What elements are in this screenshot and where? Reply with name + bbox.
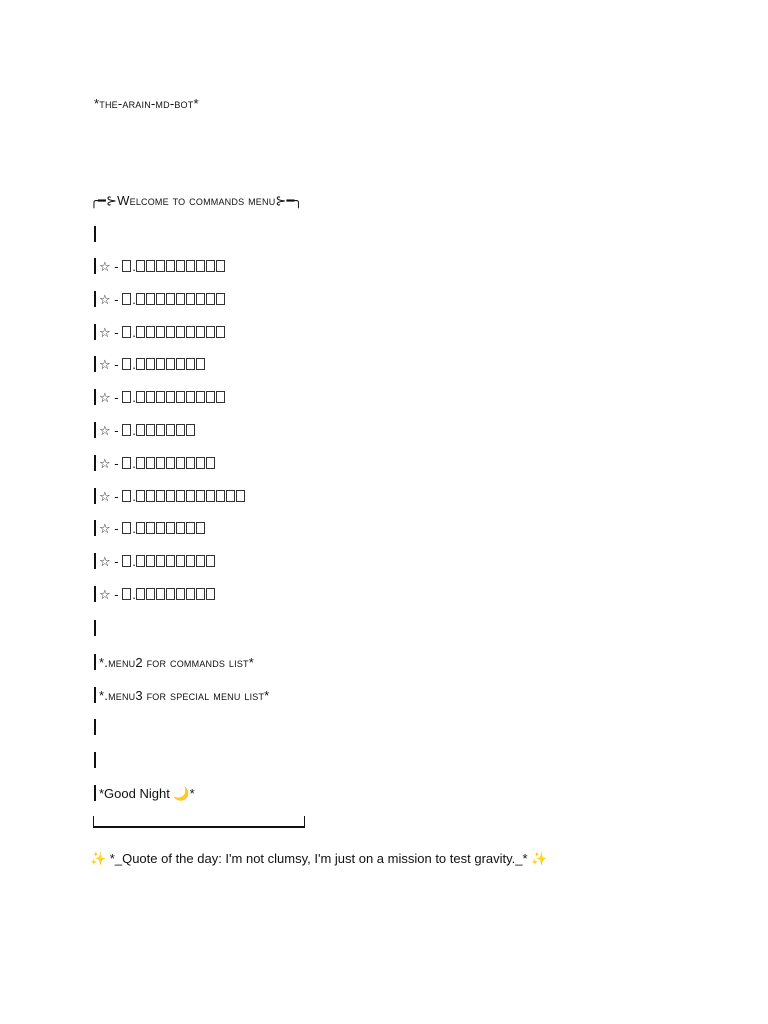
- menu-item: ☆ - .: [90, 291, 226, 308]
- missing-glyph-icon: [206, 293, 215, 305]
- missing-glyph-icon: [136, 490, 145, 502]
- missing-glyph-icon: [122, 293, 131, 305]
- missing-glyph-icon: [166, 391, 175, 403]
- menu-item-prefix: ☆ -: [99, 488, 123, 504]
- missing-glyph-icon: [122, 424, 131, 436]
- menu-item: ☆ - .: [90, 520, 206, 537]
- missing-glyph-icon: [176, 391, 185, 403]
- missing-glyph-icon: [206, 457, 215, 469]
- missing-glyph-icon: [136, 522, 145, 534]
- missing-glyph-icon: [156, 490, 165, 502]
- menu-border-bar: [94, 455, 96, 471]
- missing-glyph-icon: [186, 391, 195, 403]
- missing-glyph-icon: [166, 358, 175, 370]
- menu-item-prefix: ☆ -: [99, 291, 123, 307]
- greeting: [90, 785, 195, 802]
- menu-border-line: [90, 719, 99, 736]
- missing-glyph-icon: [196, 391, 205, 403]
- missing-glyph-icon: [186, 260, 195, 272]
- missing-glyph-icon: [176, 424, 185, 436]
- missing-glyph-icon: [156, 424, 165, 436]
- missing-glyph-icon: [186, 588, 195, 600]
- missing-glyph-icon: [196, 588, 205, 600]
- menu-border-bar: [94, 258, 96, 274]
- missing-glyph-icon: [166, 555, 175, 567]
- missing-glyph-icon: [122, 457, 131, 469]
- menu-item-label: [136, 456, 216, 472]
- missing-glyph-icon: [176, 588, 185, 600]
- menu-border-bar: [94, 520, 96, 536]
- missing-glyph-icon: [166, 424, 175, 436]
- missing-glyph-icon: [196, 555, 205, 567]
- missing-glyph-icon: [196, 358, 205, 370]
- menu-item-label: [136, 292, 226, 308]
- missing-glyph-icon: [166, 260, 175, 272]
- missing-glyph-icon: [216, 260, 225, 272]
- missing-glyph-icon: [216, 326, 225, 338]
- missing-glyph-icon: [216, 490, 225, 502]
- missing-glyph-icon: [186, 522, 195, 534]
- menu-item-prefix: ☆ -: [99, 455, 123, 471]
- missing-glyph-icon: [186, 424, 195, 436]
- missing-glyph-icon: [186, 358, 195, 370]
- menu-border-bar: [94, 553, 96, 569]
- missing-glyph-icon: [146, 358, 155, 370]
- missing-glyph-icon: [176, 358, 185, 370]
- missing-glyph-icon: [136, 555, 145, 567]
- missing-glyph-icon: [156, 260, 165, 272]
- missing-glyph-icon: [176, 457, 185, 469]
- menu-item: ☆ - .: [90, 422, 196, 439]
- menu-item: ☆ - .: [90, 455, 216, 472]
- quote-of-the-day: ✨ *_Quote of the day: I'm not clumsy, I'm just on a mission to test gravity._* ✨: [90, 851, 548, 866]
- missing-glyph-icon: [146, 490, 155, 502]
- missing-glyph-icon: [166, 588, 175, 600]
- missing-glyph-icon: [146, 424, 155, 436]
- menu-item: ☆ - .: [90, 389, 226, 406]
- missing-glyph-icon: [236, 490, 245, 502]
- menu-item-label: [136, 259, 226, 275]
- menu-border-line: [90, 620, 99, 637]
- missing-glyph-icon: [206, 391, 215, 403]
- missing-glyph-icon: [136, 588, 145, 600]
- missing-glyph-icon: [146, 293, 155, 305]
- menu-border-line: [90, 752, 99, 769]
- menu-item-label: [136, 587, 216, 603]
- menu-item: ☆ - .: [90, 258, 226, 275]
- menu-item-prefix: ☆ -: [99, 587, 123, 602]
- missing-glyph-icon: [226, 490, 235, 502]
- missing-glyph-icon: [156, 457, 165, 469]
- missing-glyph-icon: [156, 293, 165, 305]
- menu-item-prefix: ☆ -: [99, 423, 123, 438]
- missing-glyph-icon: [206, 490, 215, 502]
- menu-item-prefix: ☆ -: [99, 324, 123, 340]
- menu-item-label: [136, 325, 226, 341]
- missing-glyph-icon: [146, 326, 155, 338]
- missing-glyph-icon: [122, 391, 131, 403]
- missing-glyph-icon: [122, 588, 131, 600]
- missing-glyph-icon: [146, 457, 155, 469]
- menu-item-label: [136, 357, 206, 373]
- missing-glyph-icon: [196, 293, 205, 305]
- menu-item: ☆ - .: [90, 324, 226, 341]
- missing-glyph-icon: [136, 424, 145, 436]
- missing-glyph-icon: [186, 555, 195, 567]
- missing-glyph-icon: [166, 522, 175, 534]
- missing-glyph-icon: [136, 457, 145, 469]
- missing-glyph-icon: [196, 522, 205, 534]
- missing-glyph-icon: [156, 555, 165, 567]
- missing-glyph-icon: [176, 326, 185, 338]
- menu-border-bar: [94, 488, 96, 504]
- missing-glyph-icon: [166, 293, 175, 305]
- missing-glyph-icon: [186, 326, 195, 338]
- missing-glyph-icon: [122, 522, 131, 534]
- missing-glyph-icon: [136, 358, 145, 370]
- missing-glyph-icon: [176, 522, 185, 534]
- missing-glyph-icon: [196, 490, 205, 502]
- missing-glyph-icon: [196, 326, 205, 338]
- missing-glyph-icon: [122, 490, 131, 502]
- menu-border-bar: [94, 389, 96, 405]
- missing-glyph-icon: [186, 457, 195, 469]
- menu-item: ☆ - .: [90, 488, 246, 505]
- missing-glyph-icon: [122, 326, 131, 338]
- greeting-text: *Good Night 🌙*: [99, 786, 195, 801]
- missing-glyph-icon: [216, 391, 225, 403]
- missing-glyph-icon: [176, 555, 185, 567]
- menu-border-line: [90, 226, 99, 243]
- missing-glyph-icon: [186, 490, 195, 502]
- missing-glyph-icon: [196, 260, 205, 272]
- menu-item-prefix: ☆ -: [99, 390, 123, 406]
- missing-glyph-icon: [166, 457, 175, 469]
- menu3-hint: [90, 687, 269, 704]
- missing-glyph-icon: [156, 588, 165, 600]
- missing-glyph-icon: [156, 358, 165, 370]
- missing-glyph-icon: [136, 293, 145, 305]
- missing-glyph-icon: [122, 260, 131, 272]
- missing-glyph-icon: [206, 326, 215, 338]
- menu-border-bar: [94, 324, 96, 340]
- menu-border-bar: [94, 422, 96, 438]
- missing-glyph-icon: [156, 522, 165, 534]
- missing-glyph-icon: [176, 490, 185, 502]
- menu-border-bar: [94, 356, 96, 372]
- menu-bottom-border: [93, 816, 305, 828]
- missing-glyph-icon: [122, 555, 131, 567]
- menu-item-label: [136, 521, 206, 537]
- missing-glyph-icon: [146, 555, 155, 567]
- menu-border-bar: [94, 291, 96, 307]
- missing-glyph-icon: [146, 588, 155, 600]
- missing-glyph-icon: [146, 391, 155, 403]
- menu-item: ☆ - .: [90, 586, 216, 603]
- menu2-hint-text: *.menu2 for commands list*: [99, 655, 254, 670]
- menu-item-label: [136, 554, 216, 570]
- missing-glyph-icon: [156, 326, 165, 338]
- missing-glyph-icon: [146, 522, 155, 534]
- missing-glyph-icon: [136, 326, 145, 338]
- missing-glyph-icon: [136, 260, 145, 272]
- missing-glyph-icon: [176, 260, 185, 272]
- menu2-hint: [90, 654, 254, 671]
- missing-glyph-icon: [122, 358, 131, 370]
- menu-item-prefix: ☆ -: [99, 259, 123, 274]
- menu-item: ☆ - .: [90, 553, 216, 570]
- missing-glyph-icon: [156, 391, 165, 403]
- menu-border-bar: [94, 586, 96, 602]
- menu-item-label: [136, 423, 196, 439]
- menu-item: ☆ - .: [90, 356, 206, 373]
- missing-glyph-icon: [206, 260, 215, 272]
- missing-glyph-icon: [136, 391, 145, 403]
- menu-item-prefix: ☆ -: [99, 357, 123, 373]
- missing-glyph-icon: [206, 555, 215, 567]
- missing-glyph-icon: [196, 457, 205, 469]
- menu-item-label: [136, 390, 226, 406]
- menu-title: ╭━⊱Welcome to commands menu⊱━╮: [90, 193, 303, 208]
- menu3-hint-text: *.menu3 for special menu list*: [99, 688, 270, 703]
- missing-glyph-icon: [176, 293, 185, 305]
- bot-name: *the-arain-md-bot*: [94, 96, 199, 111]
- menu-item-label: [136, 489, 246, 505]
- missing-glyph-icon: [166, 490, 175, 502]
- missing-glyph-icon: [146, 260, 155, 272]
- missing-glyph-icon: [166, 326, 175, 338]
- missing-glyph-icon: [216, 293, 225, 305]
- menu-item-prefix: ☆ -: [99, 554, 123, 570]
- missing-glyph-icon: [186, 293, 195, 305]
- menu-item-prefix: ☆ -: [99, 521, 123, 537]
- missing-glyph-icon: [206, 588, 215, 600]
